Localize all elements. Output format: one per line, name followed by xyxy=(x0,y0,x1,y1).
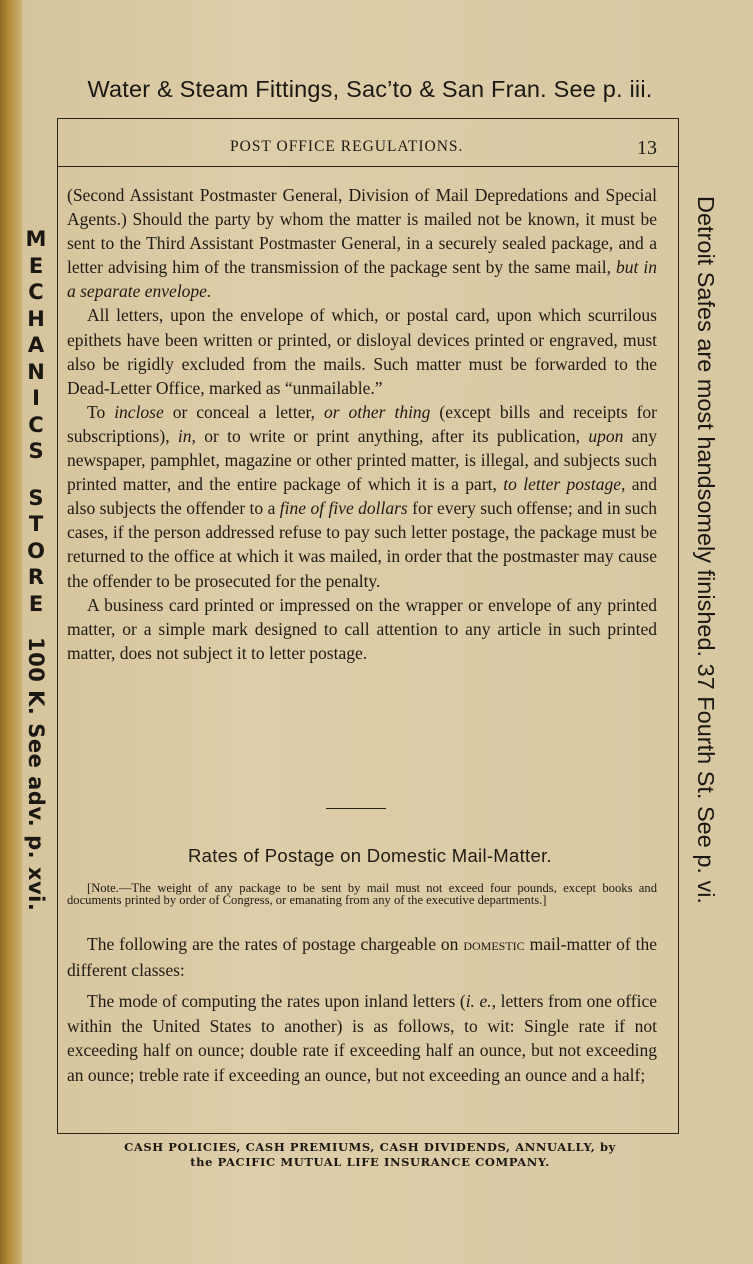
left-ad-rotated-text: 100 K. See adv. p. xvi. xyxy=(24,637,48,912)
left-ad-letter: S xyxy=(28,485,44,510)
running-head: POST OFFICE REGULATIONS. xyxy=(230,138,464,155)
paragraph-business-card: A business card printed or impressed on the wrapper or envelope of any printed matter, or a simple mark designed to call attention to any article in such printed matter, does not subject it to letter postage. xyxy=(67,594,657,663)
rates-text xyxy=(67,932,657,1094)
bottom-ad-line-2: the PACIFIC MUTUAL LIFE INSURANCE COMPANY. xyxy=(190,1155,550,1169)
left-ad-word-mechanics xyxy=(26,226,47,465)
left-ad-letter: C xyxy=(28,412,44,437)
weight-note xyxy=(67,883,657,906)
left-ad-letter: A xyxy=(27,333,45,357)
left-ad-letter: E xyxy=(28,253,44,278)
left-ad-letter: M xyxy=(25,227,47,251)
note-text: [Note.—The weight of any package to be sent by mail must not exceed four pounds, except books and documents printed by order of Congress, or emanating from any of the executive departments.] xyxy=(67,881,657,907)
paragraph-inclose: To inclose or conceal a letter, or other thing (except bills and receipts for subscriptions), in, or to write or print anything, after its publication, upon any newspaper, pamphlet, magazine or other printed matter, is illegal, and subjects such printed matter, and the entire package of which it is a part, to letter postage, and also subjects the offender to a fine of five dollars for every such offense; and in such cases, if the person addressed refuse to pay such letter postage, the package must be returned to the office at which it was mailed, in order that the postmaster may cause the offender to be prosecuted for the penalty. xyxy=(67,401,658,591)
section-heading: Rates of Postage on Domestic Mail-Matter. xyxy=(188,845,552,866)
paragraph-continuation: (Second Assistant Postmaster General, Division of Mail Depredations and Special Agents.) Should the party by whom the matter is mailed not be known, it must be sent to the Third Assistant Postmaster General, in a securely sealed package, and a letter advising him of the transmission of the package sent by the same mail, but in a separate envelope. xyxy=(67,185,658,302)
page-number: 13 xyxy=(637,137,657,159)
header-rule xyxy=(58,166,678,167)
body-text xyxy=(67,183,657,665)
left-ad-word-store xyxy=(27,485,45,618)
left-ad-letter: E xyxy=(28,591,44,616)
book-spine-edge xyxy=(0,0,22,1264)
left-ad-letter: T xyxy=(28,512,44,536)
bottom-advertisement xyxy=(40,1140,700,1170)
paragraph-rates-computing: The mode of computing the rates upon inland letters (i. e., letters from one office within the United States to another) is as follows, to wit: Single rate if not exceeding half on ounce; double rate if exceeding half an ounce, but not exceeding an ounce; treble rate if exceeding an ounce, but not exceeding an ounce and a half; xyxy=(67,991,657,1085)
section-divider xyxy=(326,808,386,809)
bottom-ad-line-1: CASH POLICIES, CASH PREMIUMS, CASH DIVIDENDS, ANNUALLY, by xyxy=(124,1140,616,1154)
left-ad-letter: R xyxy=(27,565,45,589)
paragraph-unmailable: All letters, upon the envelope of which, or postal card, upon which scurrilous epithets have been written or printed, or disloyal devices printed or engraved, must also be rigidly excluded from the mails. Such matter must be forwarded to the Dead-Letter Office, marked as “unmailable.” xyxy=(67,305,657,398)
left-ad-letter: I xyxy=(32,386,40,410)
left-margin-advertisement xyxy=(24,226,48,911)
left-ad-letter: S xyxy=(28,439,44,463)
top-advertisement: Water & Steam Fittings, Sac’to & San Fran. See p. iii. xyxy=(87,76,653,102)
left-ad-letter: C xyxy=(28,280,44,304)
left-ad-letter: O xyxy=(27,538,45,563)
paragraph-rates-intro: The following are the rates of postage chargeable on domestic mail-matter of the different classes: xyxy=(67,934,658,980)
right-margin-advertisement: Detroit Safes are most handsomely finished. 37 Fourth St. See p. vi. xyxy=(693,196,719,904)
left-ad-letter: H xyxy=(27,306,45,331)
left-ad-letter: N xyxy=(27,359,45,384)
